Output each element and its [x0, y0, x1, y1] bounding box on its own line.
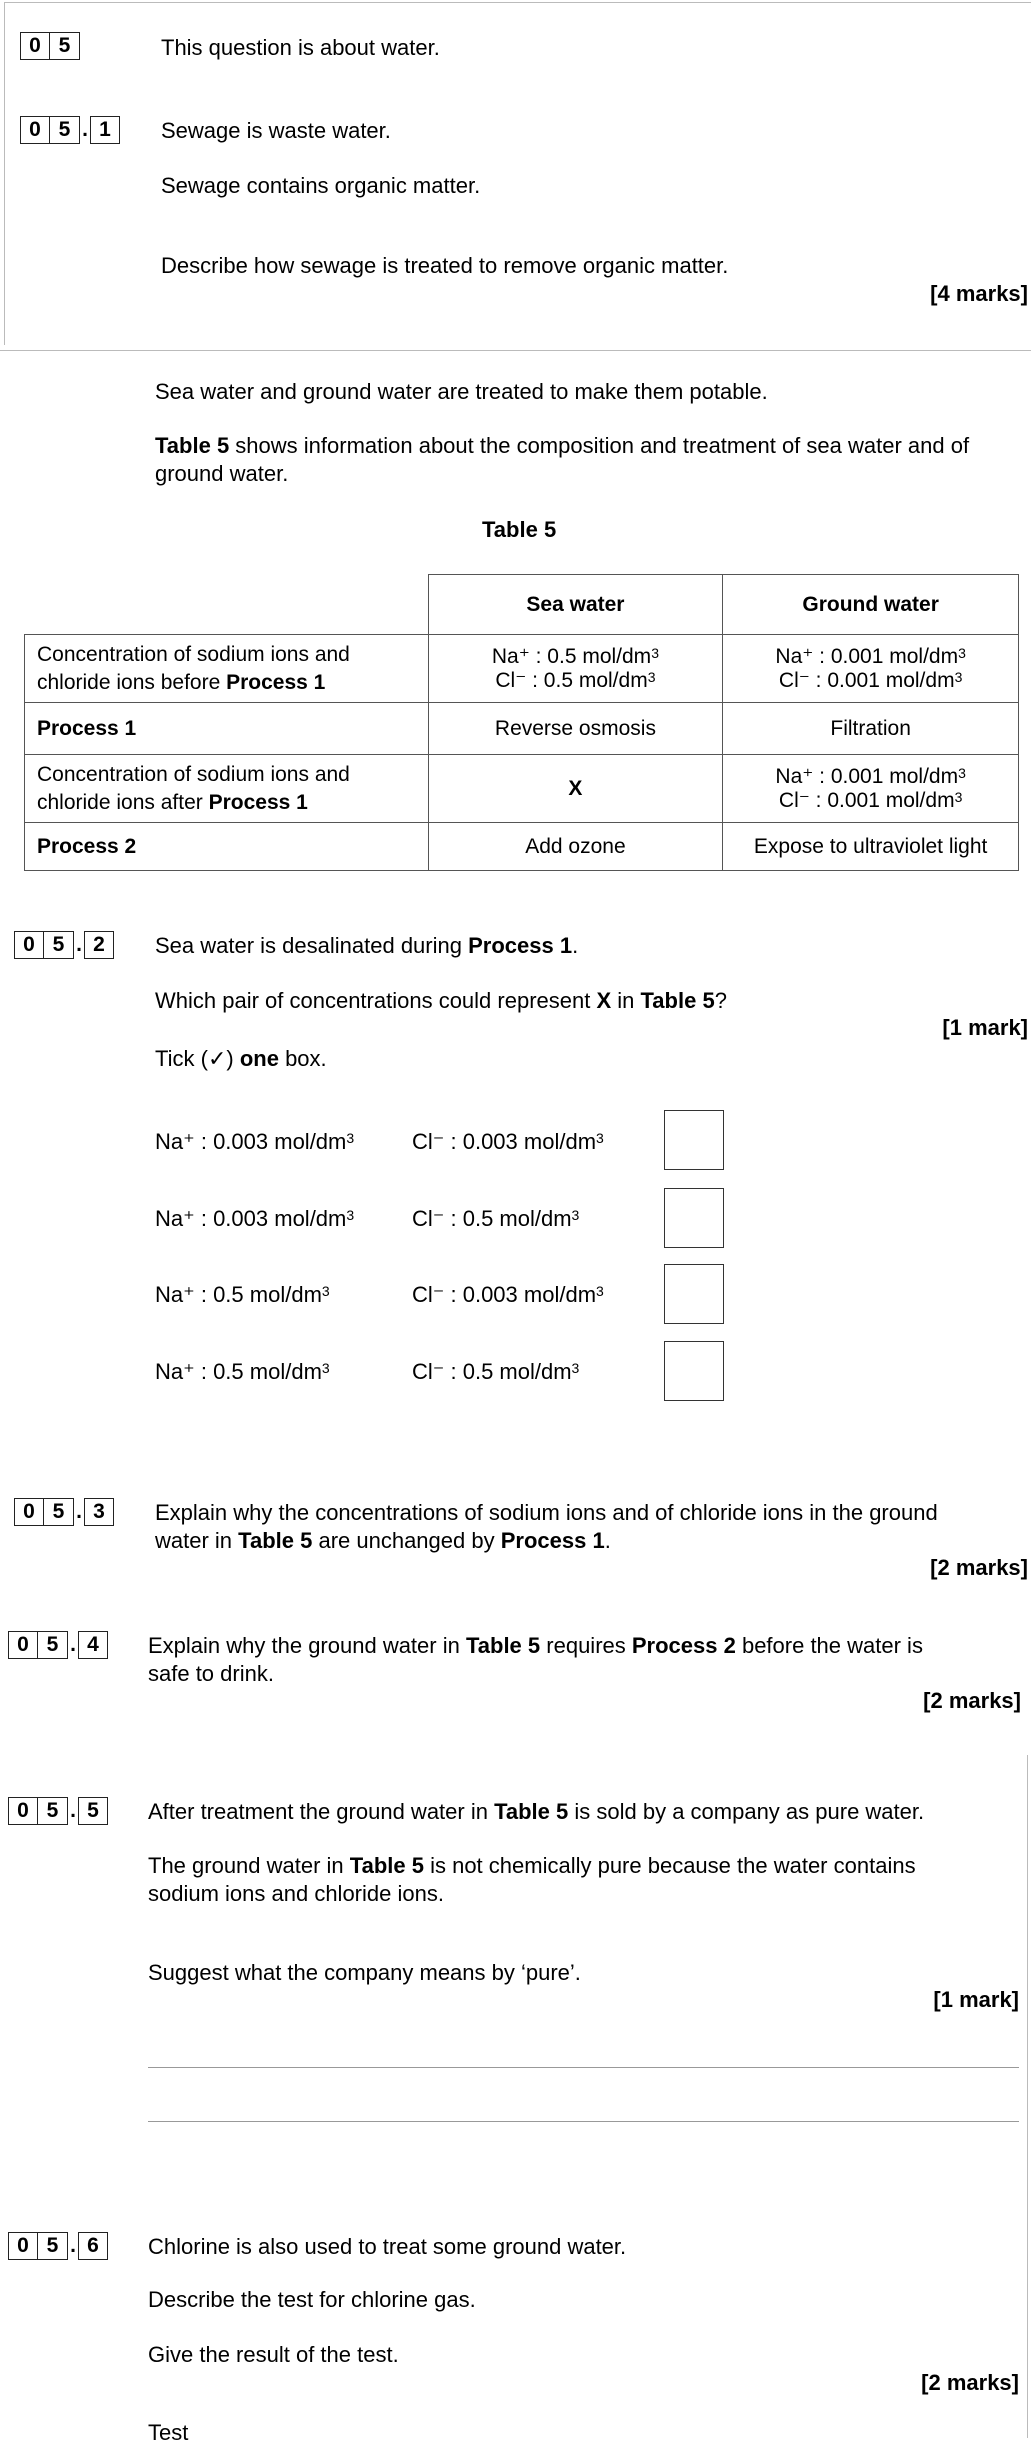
text: Cl⁻ : 0.5 mol/dm [412, 1206, 572, 1231]
text: Na⁺ : 0.001 mol/dm [775, 764, 959, 788]
table-ref: Table 5 [155, 433, 230, 458]
row-after-label [25, 755, 429, 823]
q055-line4: Suggest what the company means by ‘pure’. [148, 1960, 581, 1985]
question-number-05 [20, 31, 80, 61]
text: Table 5 [238, 1528, 313, 1553]
sup: 3 [958, 764, 966, 781]
row-after-ground [723, 755, 1019, 823]
text: Concentration of sodium ions and [37, 762, 350, 786]
text: in [611, 988, 641, 1013]
digit: 5 [78, 1797, 108, 1825]
digit: 0 [8, 1631, 38, 1659]
q053-marks: [2 marks] [930, 1555, 1028, 1580]
text: Na⁺ : 0.5 mol/dm [491, 644, 652, 668]
panel-frame-right [1027, 1755, 1028, 2438]
dot: . [70, 2234, 76, 2257]
text: sodium ions and chloride ions. [148, 1881, 444, 1906]
text: chloride ions after [37, 790, 209, 814]
option-1-na [155, 1128, 354, 1156]
q052-line2 [155, 987, 727, 1015]
q052-line1 [155, 932, 578, 960]
q054-marks: [2 marks] [923, 1688, 1021, 1713]
q056-line2: Describe the test for chlorine gas. [148, 2287, 476, 2312]
text: requires [540, 1633, 632, 1658]
text: Cl⁻ : 0.001 mol/dm [778, 788, 955, 812]
digit: 0 [14, 1498, 44, 1526]
digit: 0 [8, 2232, 38, 2260]
answer-line-1[interactable] [148, 2067, 1019, 2068]
text: safe to drink. [148, 1661, 274, 1686]
row-process2-label: Process 2 [25, 823, 429, 871]
text: Cl⁻ : 0.001 mol/dm [778, 668, 955, 692]
question-number-05-1 [20, 115, 120, 145]
col-sea-water: Sea water [428, 575, 723, 635]
option-1-cl [412, 1128, 604, 1156]
text: Cl⁻ : 0.003 mol/dm [412, 1282, 597, 1307]
q053-text [155, 1499, 1015, 1555]
row-before-ground [723, 635, 1019, 703]
sup: 3 [651, 644, 659, 661]
digit: 5 [38, 2232, 68, 2260]
text: Process 1 [226, 670, 326, 694]
text: . [572, 933, 579, 958]
text: one [239, 1046, 279, 1071]
q056-line3: Give the result of the test. [148, 2342, 399, 2367]
text: ? [714, 988, 727, 1013]
digit: 0 [8, 1797, 38, 1825]
question-number-05-4 [8, 1630, 108, 1660]
q056-line1: Chlorine is also used to treat some ground water. [148, 2234, 627, 2259]
text: Na⁺ : 0.001 mol/dm [775, 644, 959, 668]
q051-line3: Describe how sewage is treated to remove organic matter. [161, 253, 729, 278]
q052-tick-instruction [155, 1045, 327, 1073]
option-4-cl [412, 1358, 579, 1386]
row-process2-ground: Expose to ultraviolet light [723, 823, 1019, 871]
text: Concentration of sodium ions and [37, 642, 350, 666]
dot: . [76, 1500, 82, 1523]
question-number-05-3 [14, 1497, 114, 1527]
tick-box-2[interactable] [664, 1188, 724, 1248]
row-process1-label: Process 1 [25, 703, 429, 755]
sup: 3 [596, 1130, 604, 1146]
text: Process 2 [631, 1633, 736, 1658]
sup: 3 [958, 644, 966, 661]
text: Table 5 [494, 1799, 569, 1824]
row-before-label [25, 635, 429, 703]
option-2-na [155, 1205, 354, 1233]
text: is sold by a company as pure water. [568, 1799, 925, 1824]
text: Na⁺ : 0.5 mol/dm [155, 1359, 322, 1384]
row-after-sea: X [428, 755, 723, 823]
digit: 5 [50, 116, 80, 144]
sup: 3 [346, 1207, 355, 1223]
digit: 0 [20, 32, 50, 60]
dot: . [70, 1633, 76, 1656]
intro-table-desc [155, 432, 1015, 488]
digit: 0 [20, 116, 50, 144]
text: Cl⁻ : 0.5 mol/dm [412, 1359, 572, 1384]
q05-intro: This question is about water. [161, 35, 440, 60]
text: shows information about the composition and treatment of sea water and of [229, 433, 970, 458]
text: Cl⁻ : 0.5 mol/dm [495, 668, 648, 692]
digit: 6 [78, 2232, 108, 2260]
tick-box-4[interactable] [664, 1341, 724, 1401]
option-3-cl [412, 1281, 604, 1309]
digit: 5 [38, 1797, 68, 1825]
sup: 3 [647, 668, 656, 685]
intro-potable: Sea water and ground water are treated to make them potable. [155, 379, 768, 404]
digit: 5 [44, 931, 74, 959]
text: X [596, 988, 612, 1013]
text: water in [155, 1528, 239, 1553]
text: Table 5 [465, 1633, 541, 1658]
q052-marks: [1 mark] [942, 1015, 1028, 1040]
q055-line1 [148, 1798, 924, 1826]
text: The ground water in [148, 1853, 350, 1878]
row-process1-ground: Filtration [723, 703, 1019, 755]
text: before the water is [735, 1633, 923, 1658]
digit: 2 [84, 931, 114, 959]
row-before-sea [428, 635, 723, 703]
text: Process 1 [500, 1528, 605, 1553]
text: . [604, 1528, 611, 1553]
text: ground water. [155, 461, 289, 486]
digit: 1 [90, 116, 120, 144]
table-5 [24, 574, 1019, 871]
text: box. [278, 1046, 327, 1071]
digit: 5 [44, 1498, 74, 1526]
text: Explain why the concentrations of sodium ions and of chloride ions in the ground [155, 1500, 938, 1525]
sup: 3 [321, 1360, 330, 1376]
text: Na⁺ : 0.003 mol/dm [155, 1129, 347, 1154]
text: chloride ions before [37, 670, 227, 694]
text: Explain why the ground water in [148, 1633, 466, 1658]
dot: . [70, 1799, 76, 1822]
panel-divider [0, 350, 1031, 351]
sup: 3 [346, 1130, 355, 1146]
table-title: Table 5 [482, 517, 557, 542]
text: Cl⁻ : 0.003 mol/dm [412, 1129, 597, 1154]
text: is not chemically pure because the water contains [423, 1853, 916, 1878]
col-ground-water: Ground water [723, 575, 1019, 635]
question-number-05-5 [8, 1796, 108, 1826]
text: Table 5 [349, 1853, 424, 1878]
sup: 3 [571, 1207, 580, 1223]
digit: 0 [14, 931, 44, 959]
text: Tick (✓) [155, 1046, 240, 1071]
q056-test-label: Test [148, 2420, 189, 2445]
dot: . [82, 118, 88, 141]
dot: . [76, 933, 82, 956]
text: Process 1 [208, 790, 308, 814]
option-4-na [155, 1358, 330, 1386]
row-process1-sea: Reverse osmosis [428, 703, 723, 755]
sup: 3 [571, 1360, 580, 1376]
option-3-na [155, 1281, 330, 1309]
answer-line-2[interactable] [148, 2121, 1019, 2122]
question-number-05-6 [8, 2231, 108, 2261]
option-2-cl [412, 1205, 579, 1233]
q051-marks: [4 marks] [930, 281, 1028, 306]
q051-line1: Sewage is waste water. [161, 118, 391, 143]
text: Table 5 [640, 988, 715, 1013]
digit: 4 [78, 1631, 108, 1659]
text: Na⁺ : 0.003 mol/dm [155, 1206, 347, 1231]
text: Process 1 [468, 933, 573, 958]
digit: 3 [84, 1498, 114, 1526]
text: are unchanged by [312, 1528, 501, 1553]
table-corner [25, 575, 429, 635]
sup: 3 [954, 668, 963, 685]
sup: 3 [954, 788, 963, 805]
q056-marks: [2 marks] [921, 2370, 1019, 2395]
question-number-05-2 [14, 930, 114, 960]
sup: 3 [596, 1283, 604, 1299]
text: After treatment the ground water in [148, 1799, 495, 1824]
q055-line2 [148, 1852, 1008, 1908]
q055-marks: [1 mark] [933, 1987, 1019, 2012]
row-process2-sea: Add ozone [428, 823, 723, 871]
sup: 3 [321, 1283, 330, 1299]
tick-box-1[interactable] [664, 1110, 724, 1170]
text: Sea water is desalinated during [155, 933, 469, 958]
q054-text [148, 1632, 1008, 1688]
text: Which pair of concentrations could represent [155, 988, 597, 1013]
tick-box-3[interactable] [664, 1264, 724, 1324]
panel-frame-top [4, 2, 1031, 345]
digit: 5 [38, 1631, 68, 1659]
text: Na⁺ : 0.5 mol/dm [155, 1282, 322, 1307]
q051-line2: Sewage contains organic matter. [161, 173, 481, 198]
digit: 5 [50, 32, 80, 60]
